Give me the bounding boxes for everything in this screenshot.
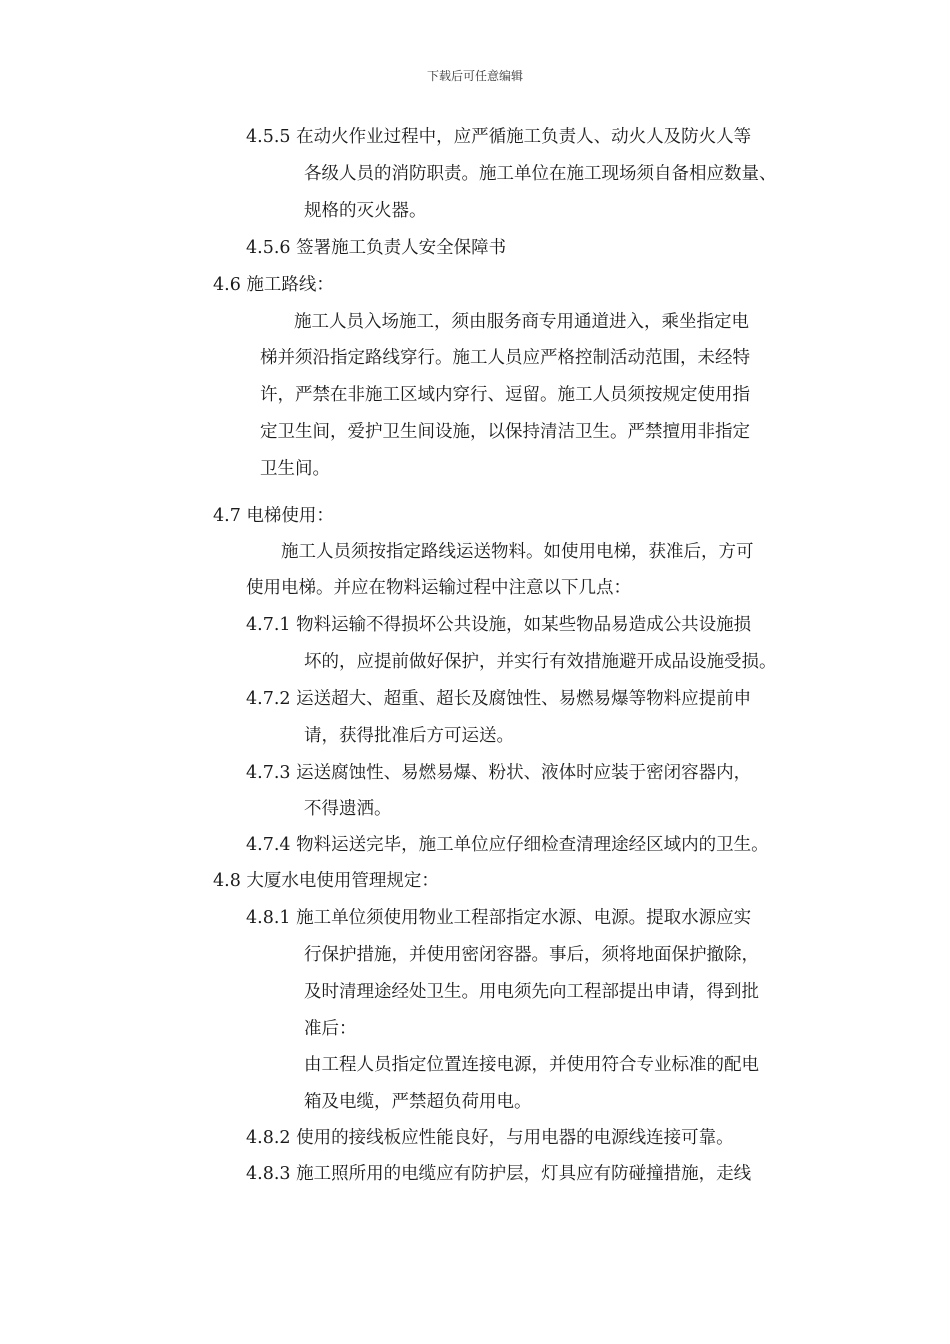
text-line: 4.8.1 施工单位须使用物业工程部指定水源、电源。提取水源应实 [246, 908, 752, 928]
text-line: 施工人员入场施工，须由服务商专用通道进入，乘坐指定电 [294, 312, 749, 332]
text-line: 梯并须沿指定路线穿行。施工人员应严格控制活动范围，未经特 [260, 348, 750, 368]
text-line: 由工程人员指定位置连接电源，并使用符合专业标准的配电 [304, 1055, 759, 1075]
text-line: 4.7.2 运送超大、超重、超长及腐蚀性、易燃易爆等物料应提前申 [246, 689, 752, 709]
section-heading: 4.6 施工路线： [213, 275, 334, 295]
text-line: 定卫生间，爱护卫生间设施，以保持清洁卫生。严禁擅用非指定 [260, 422, 750, 442]
text-line: 4.7.4 物料运送完毕，施工单位应仔细检查清理途经区域内的卫生。 [246, 835, 769, 855]
text-line: 4.5.5 在动火作业过程中，应严循施工负责人、动火人及防火人等 [246, 127, 752, 147]
text-line: 4.7.3 运送腐蚀性、易燃易爆、粉状、液体时应装于密闭容器内， [246, 763, 752, 783]
text-line: 4.7.1 物料运输不得损坏公共设施，如某些物品易造成公共设施损 [246, 615, 752, 635]
text-line: 卫生间。 [260, 459, 330, 479]
text-line: 箱及电缆，严禁超负荷用电。 [304, 1092, 532, 1112]
text-line: 施工人员须按指定路线运送物料。如使用电梯，获准后，方可 [281, 542, 754, 562]
text-line: 请，获得批准后方可运送。 [304, 726, 514, 746]
page-header-note: 下载后可任意编辑 [426, 69, 523, 83]
text-line: 坏的，应提前做好保护，并实行有效措施避开成品设施受损。 [304, 652, 777, 672]
text-line: 规格的灭火器。 [304, 201, 427, 221]
text-line: 使用电梯。并应在物料运输过程中注意以下几点： [246, 578, 631, 598]
text-line: 及时清理途经处卫生。用电须先向工程部提出申请，得到批 [304, 982, 759, 1002]
text-line: 4.5.6 签署施工负责人安全保障书 [246, 238, 507, 258]
text-line: 各级人员的消防职责。施工单位在施工现场须自备相应数量、 [304, 164, 777, 184]
text-line: 4.8.3 施工照所用的电缆应有防护层，灯具应有防碰撞措施，走线 [246, 1164, 752, 1184]
text-line: 不得遗洒。 [304, 799, 392, 819]
text-line: 行保护措施，并使用密闭容器。事后，须将地面保护撤除， [304, 945, 759, 965]
section-heading: 4.7 电梯使用： [213, 506, 334, 526]
section-heading: 4.8 大厦水电使用管理规定： [213, 871, 439, 891]
text-line: 准后： [304, 1019, 357, 1039]
text-line: 许，严禁在非施工区域内穿行、逗留。施工人员须按规定使用指 [260, 385, 750, 405]
text-line: 4.8.2 使用的接线板应性能良好，与用电器的电源线连接可靠。 [246, 1128, 734, 1148]
